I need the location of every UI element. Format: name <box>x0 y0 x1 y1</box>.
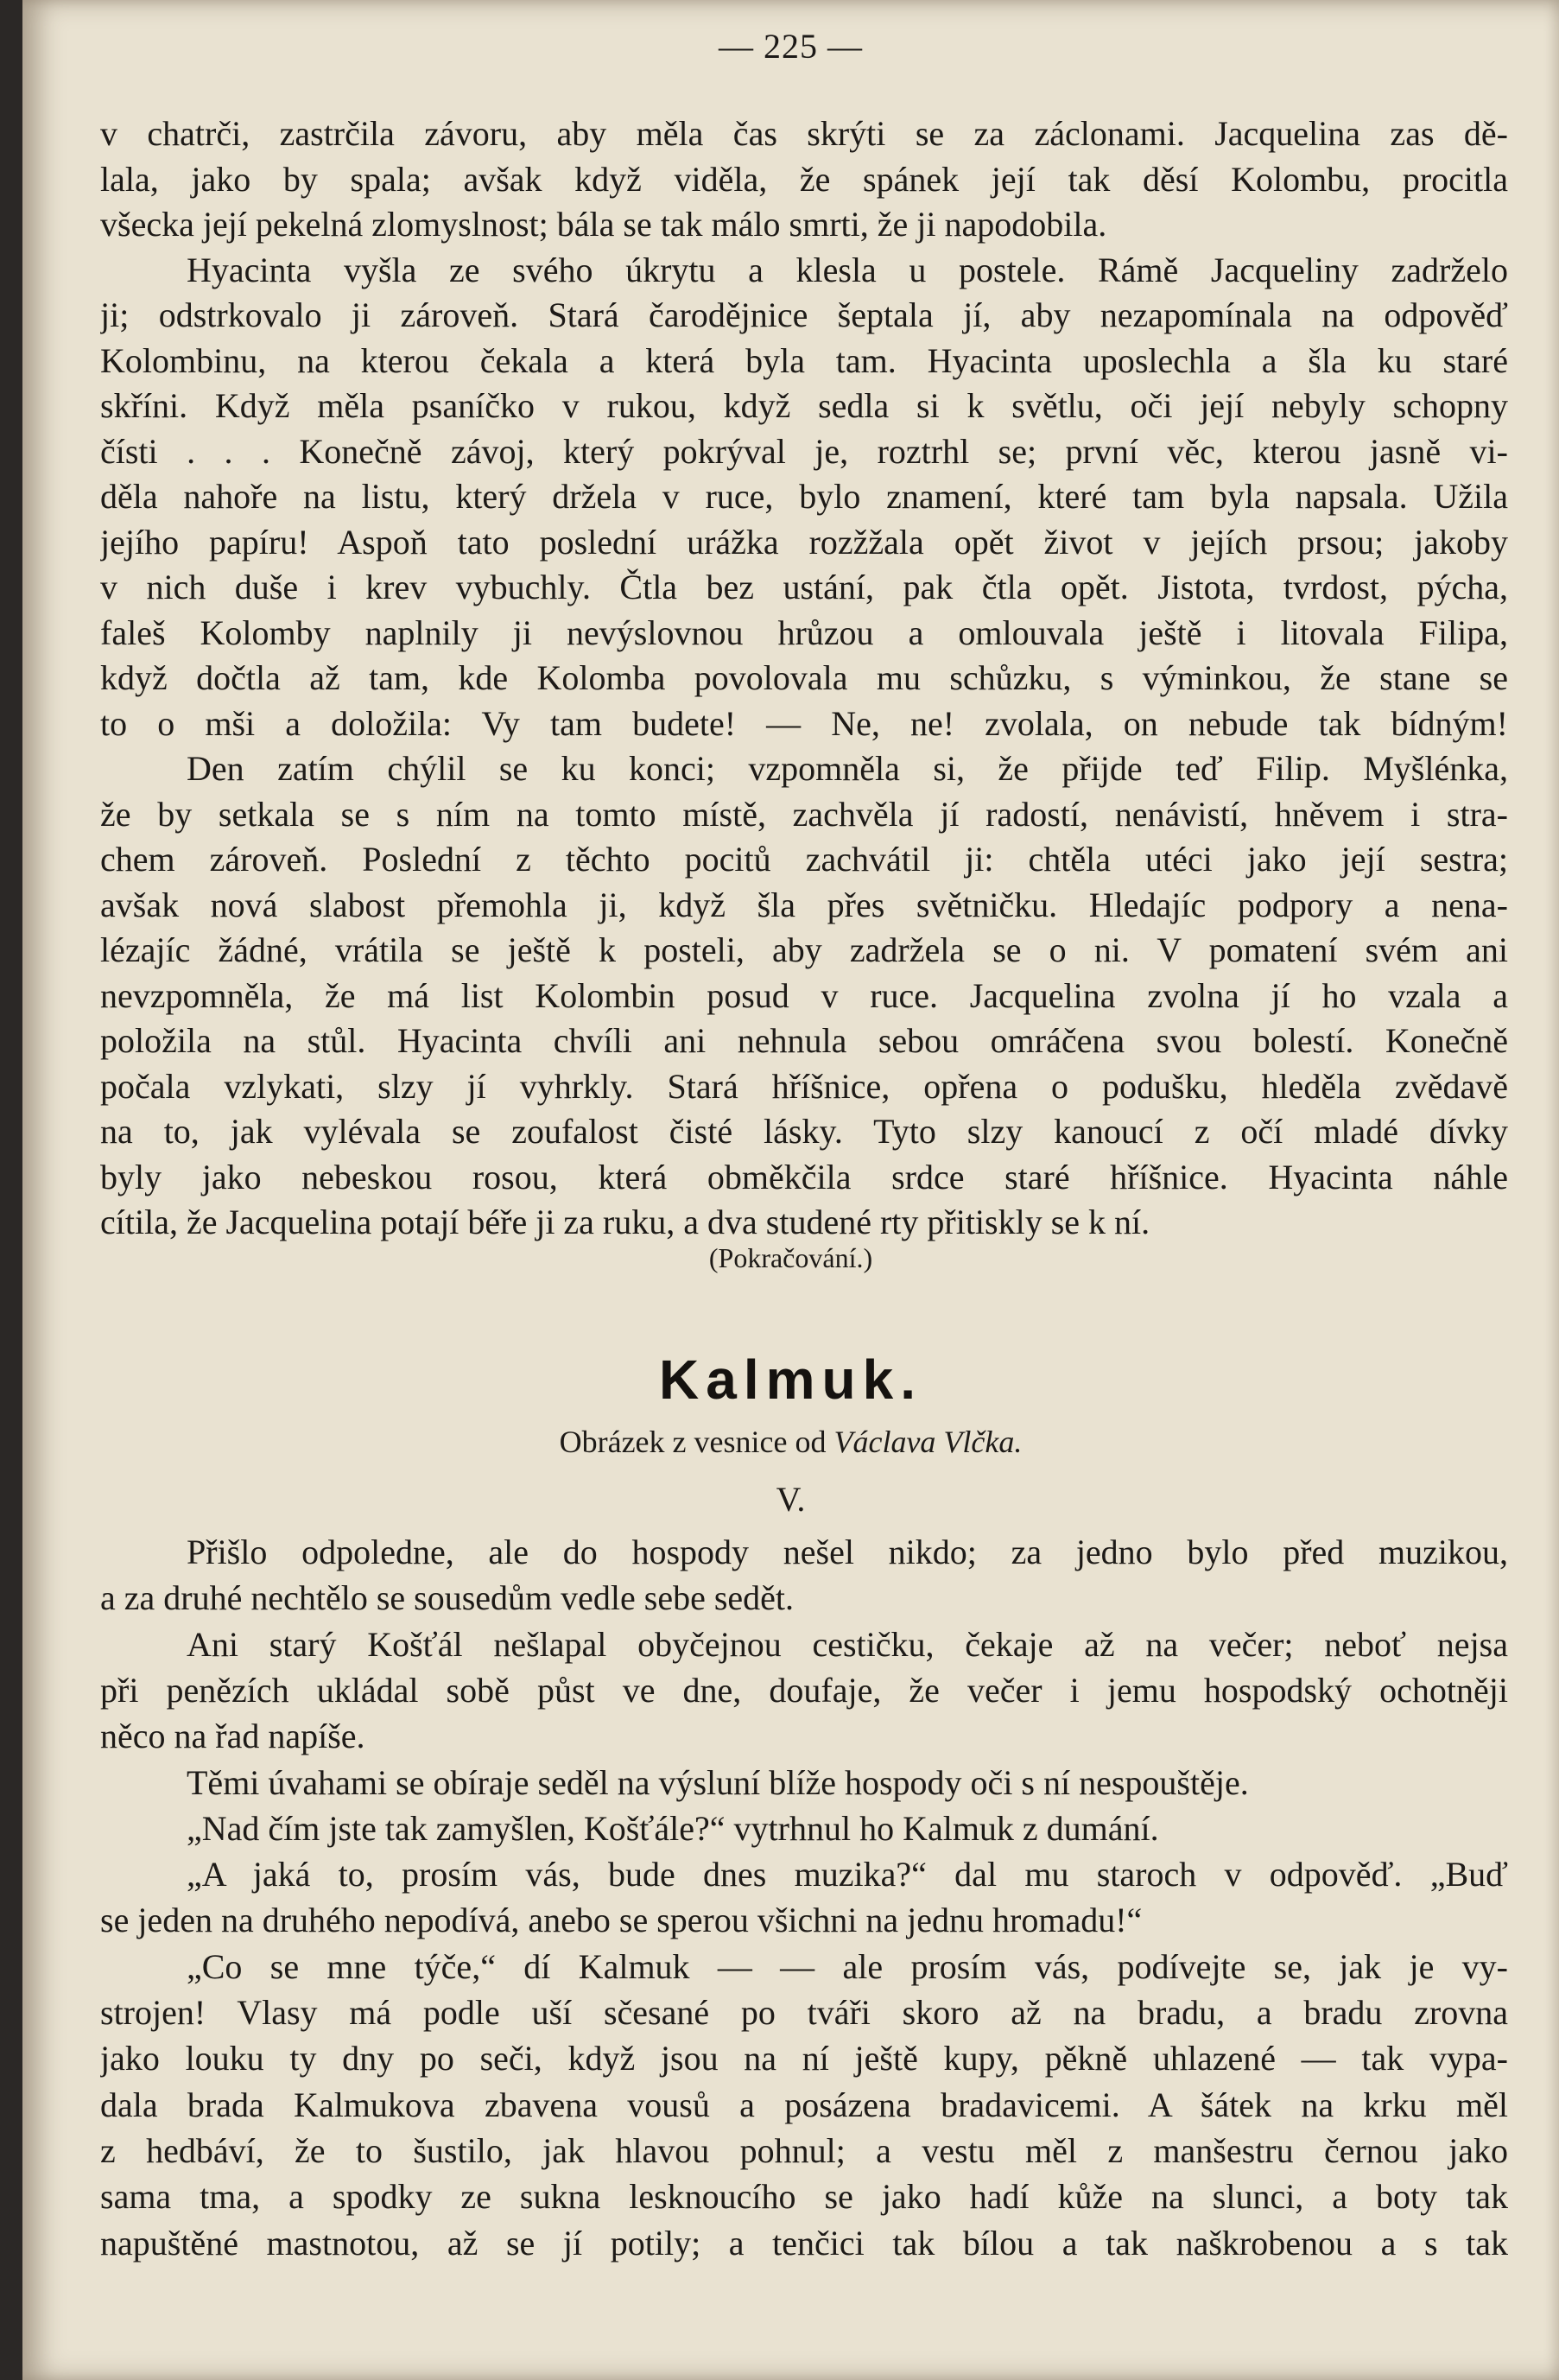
text-line: „A jaká to, prosím vás, bude dnes muzika?“ dal mu staroch v odpověď. „Buď <box>187 1855 1508 1894</box>
text-line: chem zároveň. Poslední z těchto pocitů zachvátil ji: chtěla utéci jako její sestra; <box>100 840 1508 879</box>
text-line: položila na stůl. Hyacinta chvíli ani nehnula sebou omráčena svou bolestí. Konečně <box>100 1021 1508 1060</box>
book-page <box>22 0 1559 2380</box>
text-line: avšak nová slabost přemohla ji, když šla přes světničku. Hledajíc podpory a nena- <box>100 885 1508 924</box>
text-line: Přišlo odpoledne, ale do hospody nešel nikdo; za jedno bylo před muzikou, <box>187 1533 1508 1571</box>
text-line: ji; odstrkovalo ji zároveň. Stará čarodějnice šeptala jí, aby nezapomínala na odpověď <box>100 295 1508 334</box>
text-line: strojen! Vlasy má podle uší sčesané po tváři skoro až na bradu, a bradu zrovna <box>100 1993 1508 2032</box>
text-line: když dočtla až tam, kde Kolomba povolovala mu schůzku, s výminkou, že stane se <box>100 658 1508 697</box>
text-line: v chatrči, zastrčila závoru, aby měla čas skrýti se za záclonami. Jacquelina zas dě- <box>100 114 1508 153</box>
text-line: „Co se mne týče,“ dí Kalmuk — — ale prosím vás, podívejte se, jak je vy- <box>187 1946 1508 1986</box>
text-line: děla nahoře na listu, který držela v ruce, bylo znamení, které tam byla napsala. Užila <box>100 477 1508 516</box>
text-line: to o mši a doložila: Vy tam budete! — Ne, ne! zvolala, on nebude tak bídným! <box>100 703 1508 743</box>
text-line: cítila, že Jacquelina potají béře ji za ruku, a dva studené rty přitiskly se k ní. <box>100 1203 1150 1241</box>
text-line: že by setkala se s ním na tomto místě, zachvěla jí radostí, nenávistí, hněvem i stra- <box>100 794 1508 834</box>
text-line: a za druhé nechtělo se sousedům vedle sebe sedět. <box>100 1578 795 1618</box>
text-line: sama tma, a spodky ze sukna lesknoucího se jako hadí kůže na slunci, a boty tak <box>100 2177 1508 2217</box>
text-line: skříni. Když měla psaníčko v rukou, když sedla si k světlu, oči její nebyly schopny <box>100 386 1508 425</box>
text-line: Den zatím chýlil se ku konci; vzpomněla si, že přijde teď Filip. Myšlénka, <box>187 749 1508 788</box>
text-line: čísti . . . Konečně závoj, který pokrýval je, roztrhl se; první věc, kterou jasně vi- <box>100 431 1508 471</box>
text-line: při penězích ukládal sobě půst ve dne, doufaje, že večer i jemu hospodský ochotněji <box>100 1670 1508 1710</box>
text-line: v nich duše i krev vybuchly. Čtla bez ustání, pak čtla opět. Jistota, tvrdost, pýcha, <box>100 568 1508 606</box>
text-line: byly jako nebeskou rosou, která obměkčila srdce staré hříšnice. Hyacinta náhle <box>100 1157 1508 1196</box>
text-line: počala vzlykati, slzy jí vyhrkly. Stará hříšnice, opřena o podušku, hleděla zvědavě <box>100 1066 1508 1106</box>
subtitle-author: Václava Vlčka. <box>833 1425 1023 1459</box>
text-line: Těmi úvahami se obíraje seděl na výsluní blíže hospody oči s ní nespouštěje. <box>187 1762 1249 1802</box>
text-line: faleš Kolomby naplnily ji nevýslovnou hrůzou a omlouvala ještě i litovala Filipa, <box>100 612 1508 652</box>
text-line: Ani starý Košťál nešlapal obyčejnou cestičku, čekaje až na večer; neboť nejsa <box>187 1624 1508 1664</box>
text-line: na to, jak vylévala se zoufalost čisté lásky. Tyto slzy kanoucí z očí mladé dívky <box>100 1112 1508 1151</box>
text-line: dala brada Kalmukova zbavena vousů a posázena bradavicemi. A šátek na krku měl <box>100 2085 1508 2124</box>
article-title: Kalmuk. <box>659 1349 922 1411</box>
text-line: „Nad čím jste tak zamyšlen, Košťále?“ vytrhnul ho Kalmuk z dumání. <box>187 1808 1159 1848</box>
text-line: lala, jako by spala; avšak když viděla, že spánek její tak děsí Kolombu, procitla <box>100 159 1508 199</box>
text-line: nevzpomněla, že má list Kolombin posud v ruce. Jacquelina zvolna jí ho vzala a <box>100 975 1508 1015</box>
continuation-note: (Pokračování.) <box>708 1242 873 1273</box>
text-line: Hyacinta vyšla ze svého úkrytu a klesla u postele. Rámě Jacqueliny zadrželo <box>187 250 1508 289</box>
text-line: lézajíc žádné, vrátila se ještě k posteli, aby zadržela se o ni. V pomatení svém ani <box>100 930 1508 969</box>
text-line: něco na řad napíše. <box>100 1717 365 1756</box>
text-line: jejího papíru! Aspoň tato poslední urážka rozžžala opět život v jejích prsou; jakoby <box>100 522 1508 562</box>
text-line: z hedbáví, že to šustilo, jak hlavou pohnul; a vestu měl z manšestru černou jako <box>100 2130 1508 2170</box>
chapter-number: V. <box>776 1480 806 1519</box>
text-line: jako louku ty dny po seči, když jsou na ní ještě kupy, pěkně uhlazené — tak vypa- <box>100 2039 1508 2079</box>
subtitle-prefix: Obrázek z vesnice od <box>559 1425 827 1459</box>
text-line: Kolombinu, na kterou čekala a která byla tam. Hyacinta uposlechla a šla ku staré <box>100 340 1508 380</box>
text-line: se jeden na druhého nepodívá, anebo se sperou všichni na jednu hromadu!“ <box>100 1901 1143 1940</box>
text-line: napuštěné mastnotou, až se jí potily; a tenčici tak bílou a tak naškrobenou a s tak <box>100 2223 1508 2263</box>
text-line: všecka její pekelná zlomyslnost; bála se tak málo smrti, že ji napodobila. <box>100 205 1107 244</box>
article-subtitle <box>22 1424 1559 1460</box>
page-number: — 225 — <box>719 27 863 66</box>
